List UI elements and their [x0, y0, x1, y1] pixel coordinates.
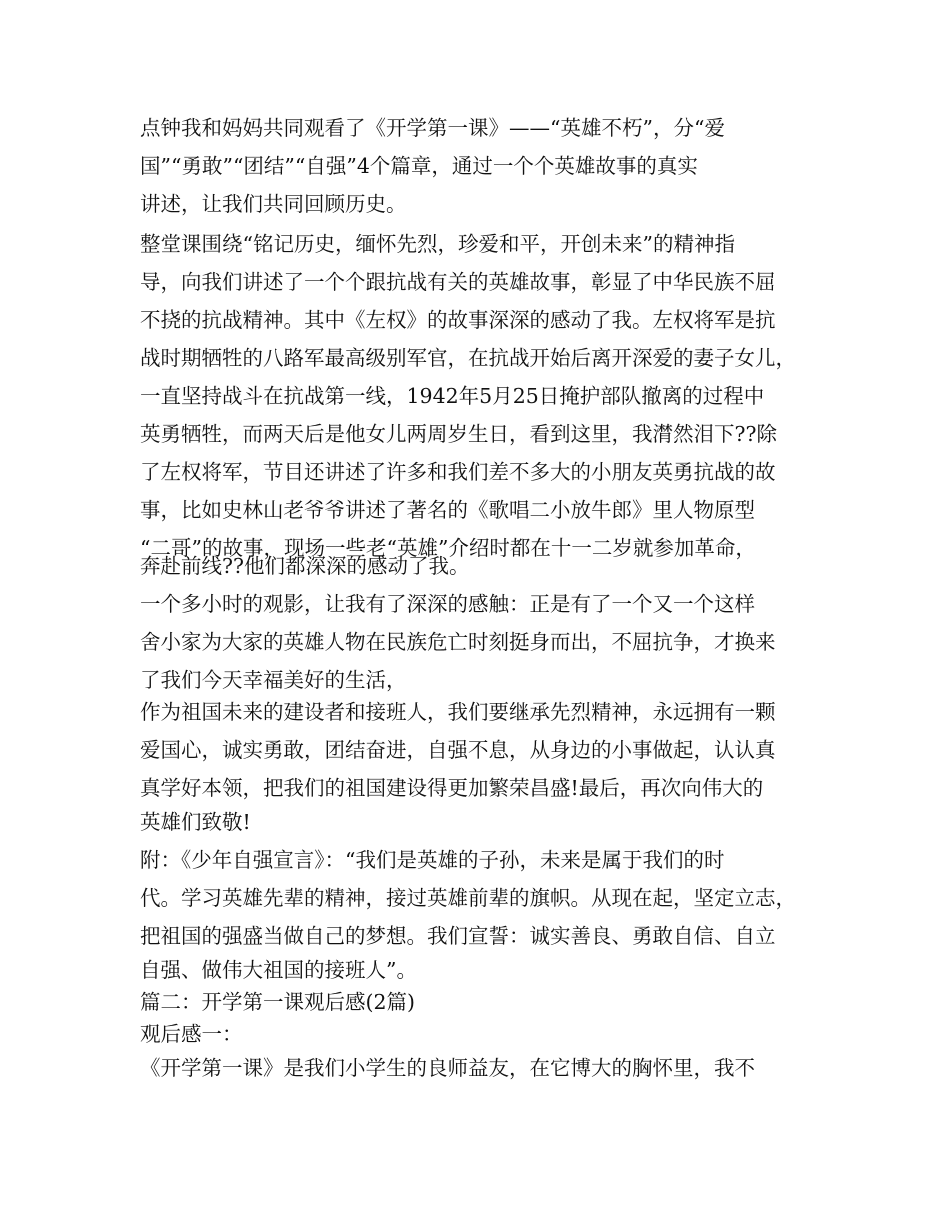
- text-line: 一个多小时的观影，让我有了深深的感触：正是有了一个又一个这样: [140, 592, 755, 616]
- text-line: 爱国心，诚实勇敢，团结奋进，自强不息，从身边的小事做起，认认真: [140, 738, 776, 762]
- text-line: 国”“勇敢”“团结”“自强”4个篇章，通过一个个英雄故事的真实: [140, 154, 698, 178]
- text-line: 战时期牺牲的八路军最高级别军官，在抗战开始后离开深爱的妻子女儿，: [140, 346, 796, 370]
- text-line: 作为祖国未来的建设者和接班人，我们要继承先烈精神，永远拥有一颗: [140, 700, 776, 724]
- subsection-heading: 观后感一：: [140, 1022, 243, 1046]
- text-line: 了我们今天幸福美好的生活，: [140, 668, 407, 692]
- section-heading: 篇二：开学第一课观后感(2篇): [140, 990, 416, 1014]
- text-line: 英雄们致敬!: [140, 810, 251, 834]
- text-line: 自强、做伟大祖国的接班人”。: [140, 958, 417, 982]
- text-line: 附：《少年自强宣言》：“我们是英雄的子孙，未来是属于我们的时: [140, 848, 725, 872]
- text-line: 真学好本领，把我们的祖国建设得更加繁荣昌盛!最后，再次向伟大的: [140, 776, 764, 800]
- text-line: 不挠的抗战精神。其中《左权》的故事深深的感动了我。左权将军是抗: [140, 308, 776, 332]
- text-line: 导，向我们讲述了一个个跟抗战有关的英雄故事，彰显了中华民族不屈: [140, 270, 776, 294]
- text-line: 把祖国的强盛当做自己的梦想。我们宣誓：诚实善良、勇敢自信、自立: [140, 924, 776, 948]
- text-line: 代。学习英雄先辈的精神，接过英雄前辈的旗帜。从现在起，坚定立志，: [140, 886, 796, 910]
- text-line: 整堂课围绕“铭记历史，缅怀先烈，珍爱和平，开创未来”的精神指: [140, 232, 735, 256]
- text-line: “二哥”的故事，现场一些老“英雄”介绍时都在十一二岁就参加革命，: [140, 536, 756, 560]
- text-line: 奔赴前线??他们都深深的感动了我。: [140, 554, 470, 578]
- text-line: 了左权将军，节目还讲述了许多和我们差不多大的小朋友英勇抗战的故: [140, 460, 776, 484]
- text-line: 舍小家为大家的英雄人物在民族危亡时刻挺身而出，不屈抗争，才换来: [140, 630, 776, 654]
- text-line: 英勇牺牲，而两天后是他女儿两周岁生日，看到这里，我潸然泪下??除: [140, 422, 777, 446]
- text-line: 《开学第一课》是我们小学生的良师益友，在它博大的胸怀里，我不: [140, 1056, 755, 1080]
- text-line: 讲述，让我们共同回顾历史。: [140, 192, 407, 216]
- text-line: 一直坚持战斗在抗战第一线，1942年5月25日掩护部队撤离的过程中: [140, 384, 765, 408]
- text-line: 点钟我和妈妈共同观看了《开学第一课》——“英雄不朽”，分“爱: [140, 116, 725, 140]
- text-line: 事，比如史林山老爷爷讲述了著名的《歌唱二小放牛郎》里人物原型: [140, 498, 755, 522]
